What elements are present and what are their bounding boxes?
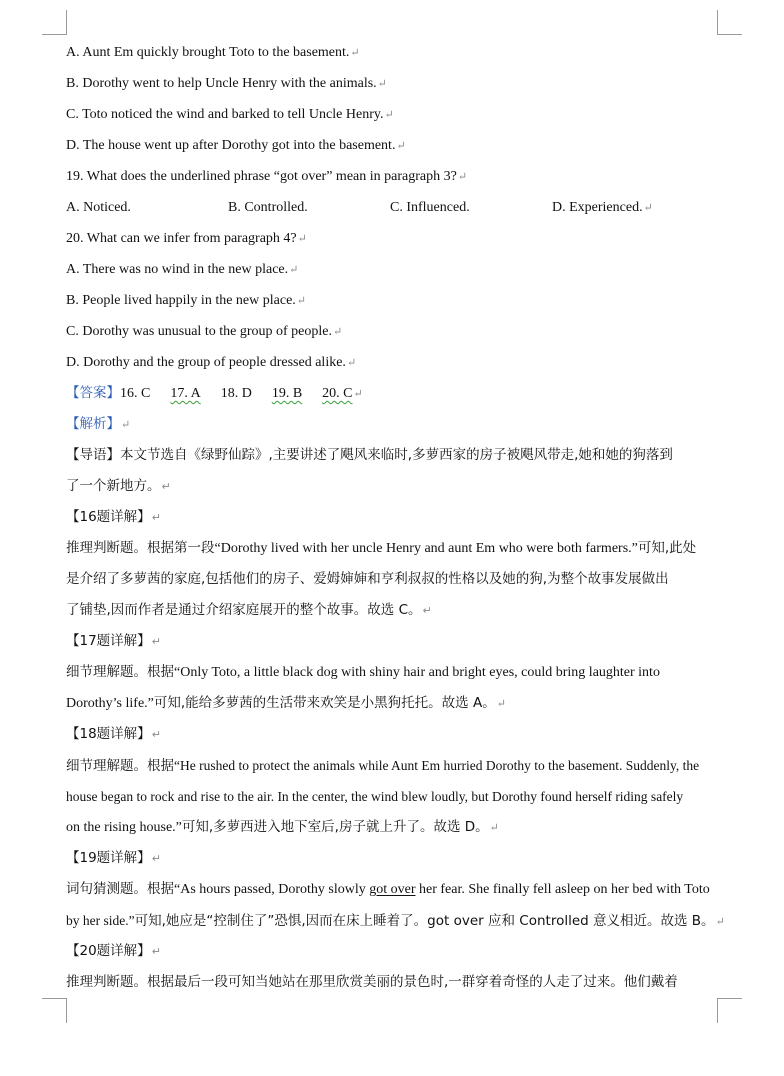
d17-heading: 【17题详解】↵ (66, 633, 161, 649)
answer-18: 18. D (220, 386, 252, 401)
d16-line-3: 了铺垫,因而作者是通过介绍家庭展开的整个故事。故选 C。↵ (66, 602, 432, 618)
q20-option-d[interactable]: D. Dorothy and the group of people dressed alike.↵ (66, 355, 357, 370)
answer-19: 19. B (271, 386, 303, 401)
document-body (66, 37, 726, 998)
q18-option-c[interactable]: C. Toto noticed the wind and barked to tell Uncle Henry.↵ (66, 107, 394, 122)
d18-line-2: house began to rock and rise to the air. In the center, the wind blew loudly, but Dorothy found herself riding safely (66, 789, 684, 804)
margin-corner-bottom-right (717, 998, 742, 1023)
q20-question: 20. What can we infer from paragraph 4?↵ (66, 231, 307, 246)
intro-line-1: 【导语】本文节选自《绿野仙踪》,主要讲述了飓风来临时,多萝西家的房子被飓风带走,她和她的狗落到 (66, 447, 673, 463)
q20-option-a[interactable]: A. There was no wind in the new place.↵ (66, 262, 299, 277)
margin-corner-top-right (717, 10, 742, 35)
answer-label: 【答案】 (66, 385, 120, 401)
d16-heading: 【16题详解】↵ (66, 509, 161, 525)
margin-corner-bottom-left (42, 998, 67, 1023)
d18-heading: 【18题详解】↵ (66, 726, 161, 742)
q19-question: 19. What does the underlined phrase “got over” mean in paragraph 3?↵ (66, 169, 468, 184)
d17-line-2: Dorothy’s life.”可知,能给多萝茜的生活带来欢笑是小黑狗托托。故选 A。↵ (66, 695, 506, 711)
intro-line-2: 了一个新地方。↵ (66, 478, 171, 494)
d17-line-1: 细节理解题。根据“Only Toto, a little black dog with shiny hair and bright eyes, could bring laughter into (66, 664, 660, 680)
d19-line-2: by her side.”可知,她应是“控制住了”恐惧,因而在床上睡着了。got over 应和 Controlled 意义相近。故选 B。↵ (66, 913, 725, 929)
d16-line-2: 是介绍了多萝茜的家庭,包括他们的房子、爱姆婶婶和亨利叔叔的性格以及她的狗,为整个故事发展做出 (66, 571, 669, 587)
d16-line-1: 推理判断题。根据第一段“Dorothy lived with her uncle Henry and aunt Em who were both farmers.”可知,此处 (66, 540, 697, 556)
q18-option-b[interactable]: B. Dorothy went to help Uncle Henry with the animals.↵ (66, 76, 387, 91)
q19-option-d[interactable]: D. Experienced.↵ (552, 200, 653, 215)
d20-heading: 【20题详解】↵ (66, 943, 161, 959)
d18-line-1: 细节理解题。根据“He rushed to protect the animals while Aunt Em hurried Dorothy to the basement. Suddenly, the (66, 758, 700, 774)
underlined-phrase: got over (369, 882, 416, 897)
answer-16: 16. C (120, 386, 151, 401)
answer-line: 【答案】16. C 17. A 18. D 19. B 20. C↵ (66, 385, 363, 401)
q18-option-d[interactable]: D. The house went up after Dorothy got into the basement.↵ (66, 138, 406, 153)
q19-option-c[interactable]: C. Influenced. (390, 200, 470, 215)
answer-17: 17. A (170, 386, 201, 401)
d18-line-3: on the rising house.”可知,多萝西进入地下室后,房子就上升了。故选 D。↵ (66, 819, 499, 835)
q19-option-b[interactable]: B. Controlled. (228, 200, 308, 215)
d19-line-1: 词句猜测题。根据“As hours passed, Dorothy slowly got over her fear. She finally fell asleep on her bed with Toto (66, 881, 710, 897)
d20-line-1: 推理判断题。根据最后一段可知当她站在那里欣赏美丽的景色时,一群穿着奇怪的人走了过来。他们戴着 (66, 974, 678, 990)
q18-option-a[interactable]: A. Aunt Em quickly brought Toto to the basement.↵ (66, 45, 360, 60)
q20-option-c[interactable]: C. Dorothy was unusual to the group of people.↵ (66, 324, 343, 339)
q20-option-b[interactable]: B. People lived happily in the new place.↵ (66, 293, 306, 308)
margin-corner-top-left (42, 10, 67, 35)
d19-heading: 【19题详解】↵ (66, 850, 161, 866)
answer-20: 20. C (322, 386, 353, 401)
analysis-heading: 【解析】↵ (66, 416, 131, 432)
q19-option-a[interactable]: A. Noticed. (66, 200, 131, 215)
q19-options (66, 192, 726, 223)
